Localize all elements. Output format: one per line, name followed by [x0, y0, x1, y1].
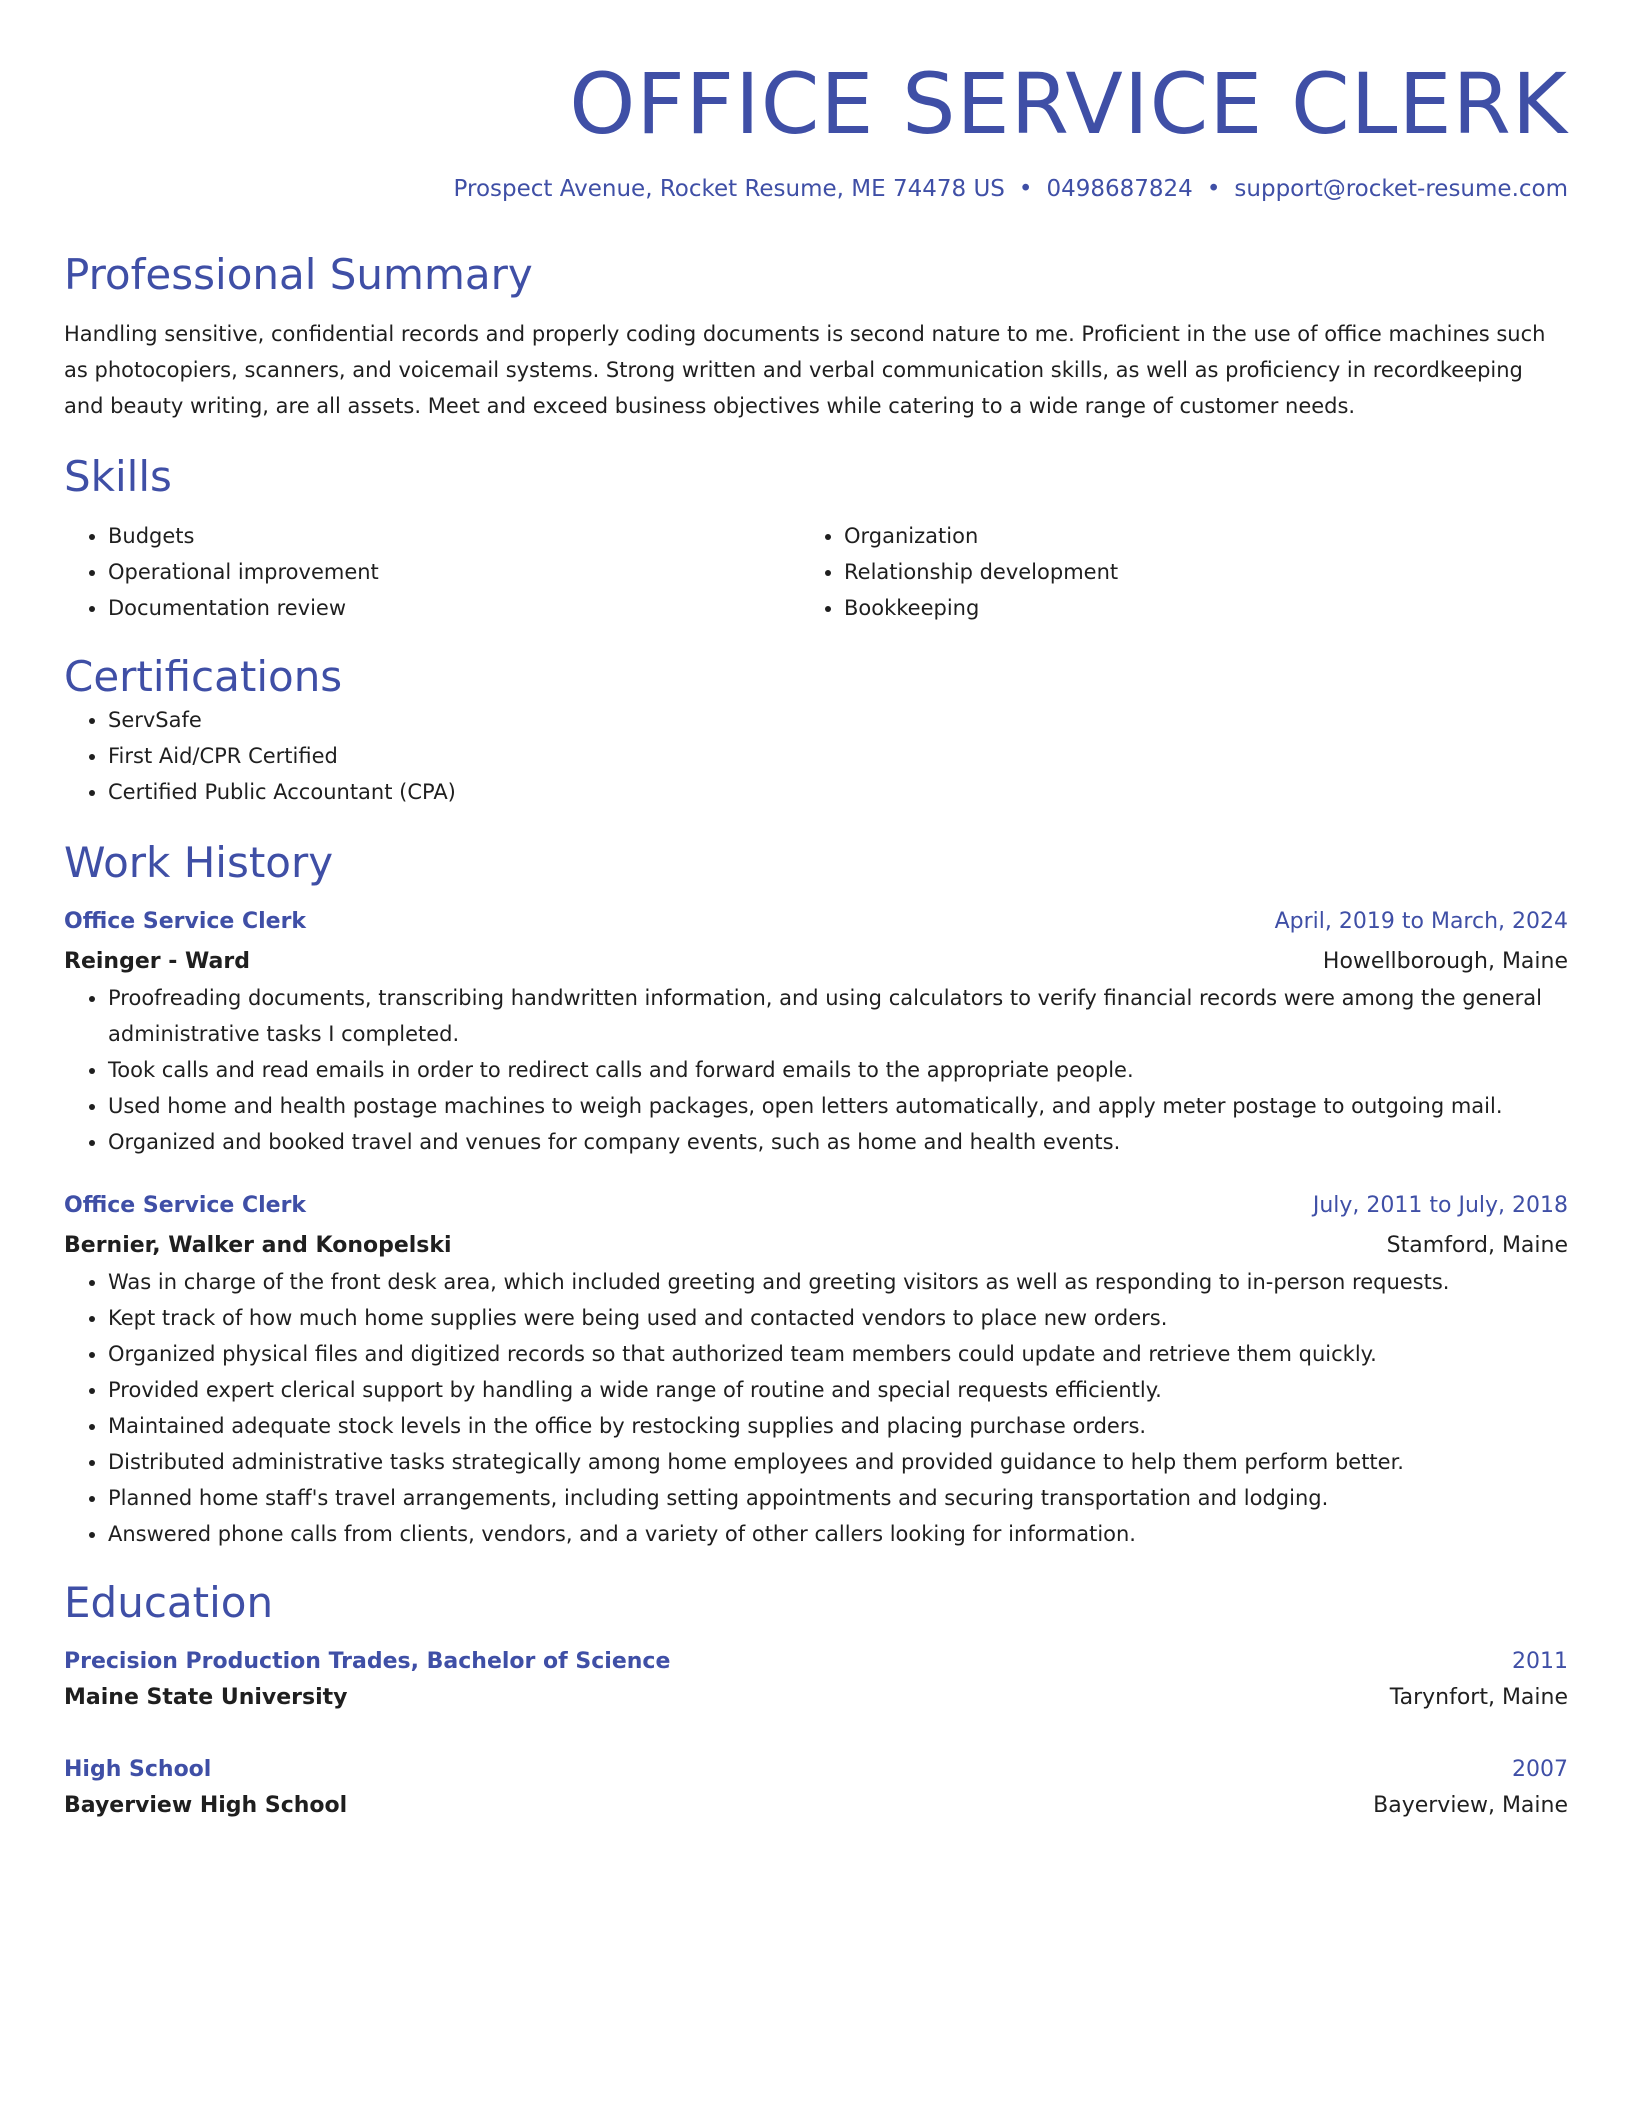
- contact-separator: •: [1206, 176, 1221, 202]
- summary-text: Handling sensitive, confidential records and properly coding documents is second nature to me. Proficient in the use of office machines such as photocopiers, scanners, and voicemail systems. Strong written and verbal communication skills, as well as proficiency in recordkeeping and beauty writing, are all assets. Meet and exceed business objectives while catering to a wide range of customer needs.: [64, 322, 1546, 418]
- education-header-row: [64, 1752, 1568, 1788]
- education-entry: [64, 1752, 1568, 1824]
- education-heading: Education: [64, 1578, 274, 1627]
- education-year: 2011: [1512, 1649, 1568, 1674]
- job-bullet: • Planned home staff's travel arrangements, including setting appointments and securing transportation and lodging.: [108, 1480, 1568, 1516]
- skill-item: • Organization: [844, 518, 1536, 554]
- job-header-row: [64, 904, 1568, 940]
- job-company-row: [64, 1228, 1568, 1264]
- education-school-row: [64, 1788, 1568, 1824]
- job-bullet: • Organized and booked travel and venues for company events, such as home and health events.: [108, 1124, 1568, 1160]
- job-role: Office Service Clerk: [64, 909, 307, 934]
- job-bullet: • Proofreading documents, transcribing handwritten information, and using calculators to verify financial records were among the general administrative tasks I completed.: [108, 980, 1568, 1052]
- job-bullet: • Used home and health postage machines to weigh packages, open letters automatically, and apply meter postage to outgoing mail.: [108, 1088, 1568, 1124]
- contact-phone: 0498687824: [1046, 176, 1193, 202]
- summary-heading: Professional Summary: [64, 250, 533, 299]
- job-bullet: • Provided expert clerical support by handling a wide range of routine and special requests efficiently.: [108, 1372, 1568, 1408]
- job-bullet: • Maintained adequate stock levels in the office by restocking supplies and placing purchase orders.: [108, 1408, 1568, 1444]
- job-role: Office Service Clerk: [64, 1193, 307, 1218]
- certifications-heading: Certifications: [64, 652, 343, 701]
- contact-email[interactable]: support@rocket-resume.com: [1234, 176, 1568, 202]
- job-company: Bernier, Walker and Konopelski: [64, 1233, 452, 1258]
- job-bullet: • Was in charge of the front desk area, which included greeting and greeting visitors as well as responding to in-person requests.: [108, 1264, 1568, 1300]
- certifications-list: [64, 702, 1568, 810]
- education-header-row: [64, 1644, 1568, 1680]
- skills-heading: Skills: [64, 452, 172, 501]
- job-bullet: • Took calls and read emails in order to redirect calls and forward emails to the appropriate people.: [108, 1052, 1568, 1088]
- job-company-row: [64, 944, 1568, 980]
- job-header-row: [64, 1188, 1568, 1224]
- skill-item: • Documentation review: [108, 590, 800, 626]
- job-location: Howellborough, Maine: [1322, 949, 1568, 974]
- job-bullet: • Kept track of how much home supplies were being used and contacted vendors to place new orders.: [108, 1300, 1568, 1336]
- certification-item: • ServSafe: [108, 702, 1568, 738]
- resume-name: OFFICE SERVICE CLERK: [569, 55, 1568, 153]
- job-bullet-list: [64, 980, 1568, 1160]
- education-entry: [64, 1644, 1568, 1716]
- education-year: 2007: [1512, 1757, 1568, 1782]
- job-entry: [64, 904, 1568, 1160]
- skill-item: • Relationship development: [844, 554, 1536, 590]
- education-location: Tarynfort, Maine: [1389, 1685, 1568, 1710]
- education-school: Bayerview High School: [64, 1793, 348, 1818]
- job-bullet: • Answered phone calls from clients, vendors, and a variety of other callers looking for information.: [108, 1516, 1568, 1552]
- job-bullet: • Distributed administrative tasks strategically among home employees and provided guidance to help them perform better.: [108, 1444, 1568, 1480]
- contact-line: [64, 174, 1568, 204]
- education-location: Bayerview, Maine: [1373, 1793, 1568, 1818]
- skills-grid: [64, 518, 1568, 626]
- education-school-row: [64, 1680, 1568, 1716]
- skills-column-right: [800, 518, 1536, 626]
- skill-item: • Operational improvement: [108, 554, 800, 590]
- education-degree: Precision Production Trades, Bachelor of Science: [64, 1649, 671, 1674]
- skills-column-left: [64, 518, 800, 626]
- contact-separator: •: [1018, 176, 1033, 202]
- skills-list-right: [800, 518, 1536, 626]
- work-history-heading: Work History: [64, 838, 334, 887]
- education-degree: High School: [64, 1757, 212, 1782]
- job-dates: April, 2019 to March, 2024: [1274, 909, 1568, 934]
- certification-item: • First Aid/CPR Certified: [108, 738, 1568, 774]
- job-bullet: • Organized physical files and digitized records so that authorized team members could update and retrieve them quickly.: [108, 1336, 1568, 1372]
- job-entry: [64, 1188, 1568, 1552]
- job-company: Reinger - Ward: [64, 949, 250, 974]
- job-dates: July, 2011 to July, 2018: [1312, 1193, 1568, 1218]
- skills-list-left: [64, 518, 800, 626]
- education-school: Maine State University: [64, 1685, 348, 1710]
- contact-address: Prospect Avenue, Rocket Resume, ME 74478 US: [453, 176, 1005, 202]
- certification-item: • Certified Public Accountant (CPA): [108, 774, 1568, 810]
- skill-item: • Budgets: [108, 518, 800, 554]
- skill-item: • Bookkeeping: [844, 590, 1536, 626]
- job-bullet-list: [64, 1264, 1568, 1552]
- job-location: Stamford, Maine: [1386, 1233, 1568, 1258]
